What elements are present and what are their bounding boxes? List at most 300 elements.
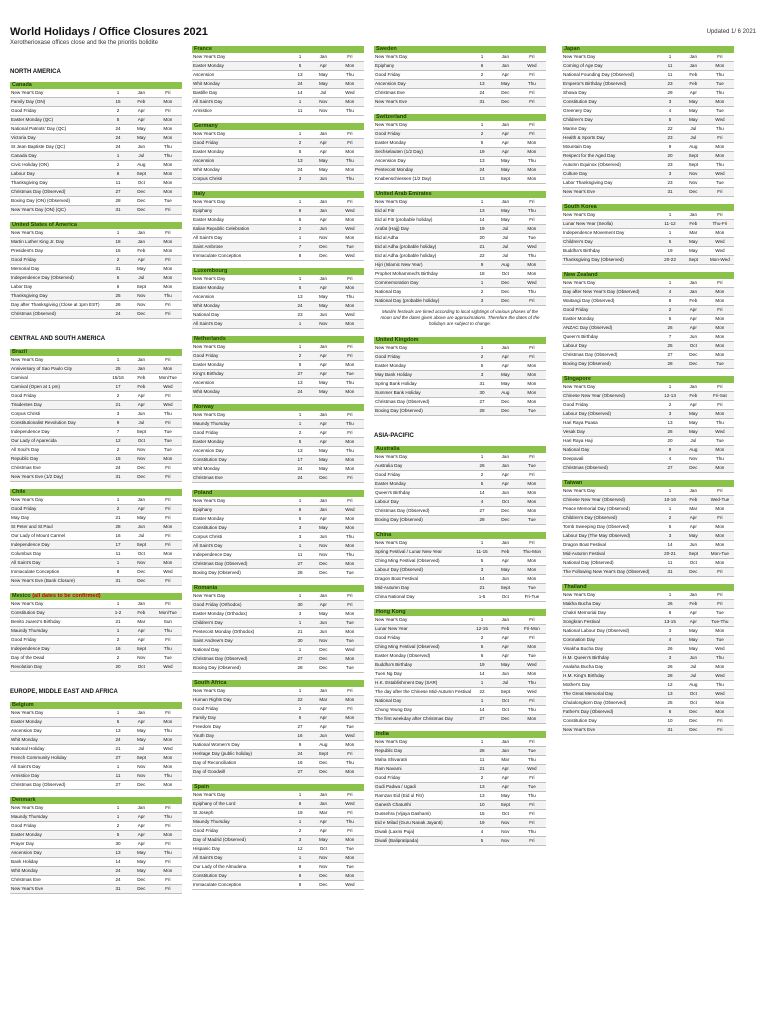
holiday-name: Maundy Thursday: [192, 420, 289, 429]
holiday-row: [192, 800, 364, 809]
holiday-row: [562, 80, 734, 89]
holiday-month: Oct: [493, 498, 518, 507]
holiday-name: Maundy Thursday: [192, 818, 289, 827]
holiday-row: [562, 717, 734, 726]
holiday-month: Oct: [493, 810, 518, 819]
holiday-table: [10, 709, 182, 790]
holiday-row: [10, 238, 182, 247]
holiday-month: Jun: [311, 311, 336, 320]
country-block: [374, 532, 546, 602]
holiday-name: Armistice Day: [10, 772, 107, 781]
holiday-weekday: Wed: [706, 690, 734, 699]
holiday-weekday: Fri: [706, 717, 734, 726]
holiday-name: New Year's Day: [10, 804, 107, 813]
holiday-row: [192, 791, 364, 800]
holiday-month: Oct: [493, 270, 518, 279]
holiday-weekday: Wed: [706, 672, 734, 681]
holiday-row: [10, 849, 182, 858]
holiday-row: [192, 388, 364, 397]
holiday-day: 20: [471, 234, 493, 243]
holiday-day: 19: [471, 819, 493, 828]
country-name: India: [376, 731, 389, 737]
holiday-table: [374, 539, 546, 602]
holiday-month: May: [681, 627, 706, 636]
holiday-row: [192, 225, 364, 234]
holiday-row: [192, 98, 364, 107]
holiday-month: May: [681, 410, 706, 419]
holiday-name: Chakri Memorial Day: [562, 609, 659, 618]
holiday-name: Day of the Dead: [10, 654, 107, 663]
holiday-day: 24: [107, 143, 129, 152]
holiday-name: Whit Monday: [10, 867, 107, 876]
holiday-month: Nov: [311, 551, 336, 560]
holiday-day: 1: [107, 152, 129, 161]
holiday-day: 30: [289, 601, 311, 610]
holiday-row: [562, 333, 734, 342]
holiday-row: [192, 71, 364, 80]
holiday-name: Dragon Boat Festival: [562, 541, 659, 550]
holiday-day: 26: [659, 324, 681, 333]
holiday-row: [10, 505, 182, 514]
holiday-month: Nov: [129, 292, 154, 301]
holiday-month: Jan: [129, 496, 154, 505]
holiday-name: Independence Movement Day: [562, 229, 659, 238]
holiday-month: Jan: [493, 738, 518, 747]
holiday-month: Dec: [311, 759, 336, 768]
holiday-row: [374, 548, 546, 557]
region-heading: ASIA-PACIFIC: [374, 433, 414, 439]
holiday-weekday: Wed: [154, 383, 182, 392]
holiday-month: May: [311, 456, 336, 465]
holiday-row: [374, 62, 546, 71]
country-header: [374, 46, 546, 53]
holiday-weekday: Tue: [518, 234, 546, 243]
holiday-row: [374, 175, 546, 184]
country-name: Canada: [12, 82, 32, 88]
holiday-day: 5: [289, 438, 311, 447]
holiday-month: Jan: [311, 800, 336, 809]
holiday-weekday: Mon: [706, 333, 734, 342]
holiday-weekday: Wed: [154, 745, 182, 754]
holiday-weekday: Fri: [154, 107, 182, 116]
holiday-row: [562, 143, 734, 152]
holiday-day: 26: [107, 301, 129, 310]
holiday-row: [192, 610, 364, 619]
holiday-day: 9: [289, 863, 311, 872]
holiday-weekday: Mon: [706, 523, 734, 532]
holiday-row: [192, 533, 364, 542]
holiday-name: Knabenschiessen (1/2 Day): [374, 175, 471, 184]
holiday-name: New Year's Day: [374, 344, 471, 353]
holiday-month: Oct: [681, 559, 706, 568]
holiday-day: 20-22: [659, 256, 681, 265]
country-block: [562, 272, 734, 369]
holiday-name: Hari Raya Haji: [562, 437, 659, 446]
holiday-row: [562, 288, 734, 297]
holiday-name: Chinese New Year (Observed): [562, 496, 659, 505]
holiday-day: 1: [289, 53, 311, 62]
holiday-weekday: Mon: [336, 714, 364, 723]
holiday-weekday: Wed: [518, 765, 546, 774]
holiday-day: 5: [471, 362, 493, 371]
holiday-day: 1: [107, 229, 129, 238]
country-block: [192, 490, 364, 578]
holiday-name: Thanksgiving Day (Observed): [562, 256, 659, 265]
holiday-month: Dec: [311, 569, 336, 578]
holiday-row: [192, 175, 364, 184]
holiday-row: [192, 379, 364, 388]
holiday-weekday: Mon: [154, 365, 182, 374]
holiday-row: [562, 496, 734, 505]
holiday-weekday: Mon: [154, 718, 182, 727]
holiday-day: 27: [289, 723, 311, 732]
holiday-name: Republic Day: [10, 455, 107, 464]
holiday-row: [374, 243, 546, 252]
holiday-name: National Holiday: [10, 745, 107, 754]
holiday-weekday: Mon: [706, 532, 734, 541]
country-header: [374, 532, 546, 539]
holiday-month: Sept: [681, 550, 706, 559]
holiday-row: [10, 256, 182, 265]
holiday-name: Prayer Day: [10, 840, 107, 849]
holiday-row: [192, 252, 364, 261]
holiday-row: [192, 551, 364, 560]
holiday-month: Apr: [129, 822, 154, 831]
holiday-name: Our Lady of the Almudena: [192, 863, 289, 872]
holiday-name: Easter Monday: [10, 718, 107, 727]
holiday-month: Apr: [311, 438, 336, 447]
holiday-day: 3: [289, 610, 311, 619]
holiday-month: Dec: [311, 252, 336, 261]
holiday-month: Jul: [681, 437, 706, 446]
holiday-month: Jan: [493, 539, 518, 548]
country-name: France: [194, 46, 213, 52]
holiday-day: 21: [107, 401, 129, 410]
holiday-month: Nov: [129, 301, 154, 310]
holiday-name: Eid al Adha: [374, 234, 471, 243]
holiday-row: [192, 234, 364, 243]
holiday-month: Feb: [681, 496, 706, 505]
holiday-weekday: Wed: [336, 506, 364, 515]
country-header: [10, 797, 182, 804]
holiday-month: Dec: [311, 243, 336, 252]
holiday-weekday: Mon: [706, 351, 734, 360]
holiday-day: 9: [659, 446, 681, 455]
holiday-weekday: Wed: [154, 401, 182, 410]
holiday-name: Ascension Day: [192, 447, 289, 456]
holiday-name: Pentecost Monday: [374, 166, 471, 175]
holiday-weekday: Mon: [518, 270, 546, 279]
holiday-month: Jun: [311, 732, 336, 741]
holiday-name: Maundy Thursday: [10, 813, 107, 822]
holiday-month: May: [129, 867, 154, 876]
country-header: [192, 123, 364, 130]
holiday-row: [10, 745, 182, 754]
holiday-row: [10, 885, 182, 894]
holiday-row: [192, 447, 364, 456]
holiday-row: [10, 636, 182, 645]
holiday-row: [562, 455, 734, 464]
holiday-name: All Soul's Day: [10, 446, 107, 455]
holiday-row: [10, 446, 182, 455]
holiday-day: 2: [107, 256, 129, 265]
holiday-name: H.K. Establishment Day (SAR): [374, 679, 471, 688]
holiday-weekday: Thu: [518, 252, 546, 261]
holiday-name: Tomb Sweeping Day (Observed): [562, 523, 659, 532]
holiday-month: Apr: [311, 216, 336, 225]
holiday-row: [10, 143, 182, 152]
holiday-month: May: [493, 207, 518, 216]
country-header: [192, 585, 364, 592]
holiday-weekday: Mon: [154, 781, 182, 790]
holiday-row: [562, 627, 734, 636]
holiday-weekday: Wed: [336, 207, 364, 216]
country-header: [10, 222, 182, 229]
holiday-row: [192, 854, 364, 863]
holiday-month: Dec: [681, 360, 706, 369]
holiday-weekday: Wed: [154, 663, 182, 672]
holiday-name: May Bank Holiday: [374, 371, 471, 380]
holiday-row: [192, 524, 364, 533]
holiday-weekday: Tue: [336, 370, 364, 379]
holiday-row: [192, 836, 364, 845]
holiday-month: Dec: [311, 881, 336, 890]
holiday-row: [374, 252, 546, 261]
holiday-weekday: Tue: [518, 516, 546, 525]
holiday-weekday: Mon: [706, 152, 734, 161]
holiday-row: [192, 637, 364, 646]
holiday-weekday: Fri: [336, 750, 364, 759]
holiday-weekday: Thu: [154, 410, 182, 419]
holiday-name: Labor Day: [10, 283, 107, 292]
holiday-name: New Year's Day: [10, 229, 107, 238]
holiday-name: Bank Holiday: [10, 858, 107, 867]
holiday-month: Mar: [311, 696, 336, 705]
holiday-name: Good Friday: [10, 822, 107, 831]
holiday-row: [192, 343, 364, 352]
holiday-month: Apr: [493, 71, 518, 80]
holiday-month: May: [311, 302, 336, 311]
holiday-month: Jan: [311, 506, 336, 515]
holiday-weekday: Mon: [706, 627, 734, 636]
holiday-weekday: Mon: [336, 62, 364, 71]
holiday-row: [10, 541, 182, 550]
holiday-weekday: Fri: [518, 539, 546, 548]
holiday-day: 2: [107, 161, 129, 170]
holiday-table: [192, 687, 364, 777]
holiday-table: [10, 496, 182, 586]
holiday-row: [192, 569, 364, 578]
holiday-name: Whit Monday: [192, 302, 289, 311]
holiday-weekday: Fri: [706, 211, 734, 220]
holiday-month: Jul: [681, 125, 706, 134]
holiday-month: May: [311, 610, 336, 619]
holiday-month: Aug: [129, 161, 154, 170]
holiday-day: 2: [107, 392, 129, 401]
holiday-weekday: Mon: [706, 342, 734, 351]
country-header: [192, 680, 364, 687]
holiday-day: 19: [659, 247, 681, 256]
holiday-name: Dragon Boat Festival: [374, 575, 471, 584]
holiday-row: [374, 837, 546, 846]
holiday-name: Whit Monday: [192, 388, 289, 397]
holiday-day: 19: [471, 225, 493, 234]
holiday-row: [10, 876, 182, 885]
holiday-month: Jan: [129, 365, 154, 374]
holiday-month: Oct: [681, 342, 706, 351]
holiday-row: [374, 593, 546, 602]
holiday-month: Apr: [311, 62, 336, 71]
holiday-name: The day after the Chinese Mid-Autumn Festival: [374, 688, 471, 697]
country-block: [192, 585, 364, 673]
holiday-weekday: Thu: [154, 813, 182, 822]
holiday-name: Christmas Day (Observed): [562, 351, 659, 360]
holiday-month: Apr: [129, 718, 154, 727]
holiday-month: May: [493, 80, 518, 89]
holiday-name: Constitution Day: [10, 609, 107, 618]
holiday-row: [192, 429, 364, 438]
holiday-weekday: Mon: [518, 557, 546, 566]
holiday-weekday: Thu: [518, 207, 546, 216]
holiday-day: 21: [107, 745, 129, 754]
holiday-weekday: Fri-Mon: [518, 625, 546, 634]
holiday-row: [10, 523, 182, 532]
holiday-name: Maha Shivaratri: [374, 756, 471, 765]
holiday-weekday: Sun: [154, 618, 182, 627]
holiday-day: 5: [289, 284, 311, 293]
holiday-row: [192, 456, 364, 465]
holiday-month: Apr: [493, 148, 518, 157]
holiday-name: Heritage Day (public holiday): [192, 750, 289, 759]
holiday-month: Aug: [311, 741, 336, 750]
country-block: [374, 46, 546, 107]
holiday-month: Oct: [493, 697, 518, 706]
holiday-month: May: [681, 419, 706, 428]
holiday-name: Good Friday: [192, 827, 289, 836]
holiday-day: 1: [659, 229, 681, 238]
holiday-weekday: Mon: [336, 284, 364, 293]
holiday-name: Constitutionalist Revolution Day: [10, 419, 107, 428]
holiday-month: Feb: [129, 374, 154, 383]
holiday-name: Spring Bank Holiday: [374, 380, 471, 389]
holiday-month: Apr: [129, 107, 154, 116]
holiday-day: 4: [659, 636, 681, 645]
holiday-name: Christmas Eve: [192, 474, 289, 483]
holiday-month: Jun: [493, 670, 518, 679]
holiday-name: Martin Luther King Jr. Day: [10, 238, 107, 247]
holiday-row: [10, 392, 182, 401]
holiday-month: Feb: [493, 625, 518, 634]
holiday-weekday: Tue: [154, 446, 182, 455]
holiday-name: Family Day (ON): [10, 98, 107, 107]
holiday-month: Dec: [129, 188, 154, 197]
holiday-row: [562, 600, 734, 609]
holiday-weekday: Mon: [336, 456, 364, 465]
holiday-day: 30: [289, 637, 311, 646]
holiday-day: 24: [107, 125, 129, 134]
holiday-weekday: Mon: [518, 175, 546, 184]
holiday-row: [562, 383, 734, 392]
holiday-row: [374, 801, 546, 810]
holiday-name: New Year's Day: [374, 53, 471, 62]
holiday-name: Mountain Day: [562, 143, 659, 152]
holiday-month: Aug: [681, 446, 706, 455]
holiday-row: [374, 783, 546, 792]
holiday-name: Independence Day (Observed): [10, 274, 107, 283]
holiday-month: Nov: [311, 320, 336, 329]
holiday-weekday: Fri: [518, 471, 546, 480]
holiday-name: New Year's Day: [10, 709, 107, 718]
holiday-day: 23: [659, 179, 681, 188]
holiday-weekday: Thu: [706, 71, 734, 80]
holiday-weekday: Mon: [518, 166, 546, 175]
country-header: [374, 446, 546, 453]
holiday-row: [562, 220, 734, 229]
holiday-table: [374, 616, 546, 724]
country-block: [10, 797, 182, 894]
holiday-day: 1: [289, 275, 311, 284]
holiday-day: 11: [289, 551, 311, 560]
holiday-weekday: Wed: [518, 661, 546, 670]
country-block: [374, 337, 546, 416]
holiday-day: 24: [289, 388, 311, 397]
holiday-month: Nov: [129, 559, 154, 568]
holiday-month: Apr: [129, 116, 154, 125]
holiday-row: [374, 747, 546, 756]
holiday-month: Jun: [493, 489, 518, 498]
holiday-weekday: Mon: [154, 247, 182, 256]
holiday-day: 5: [107, 116, 129, 125]
holiday-day: 15: [107, 247, 129, 256]
holiday-weekday: Mon: [336, 542, 364, 551]
holiday-day: 1: [471, 453, 493, 462]
holiday-row: [374, 679, 546, 688]
holiday-day: 11: [289, 107, 311, 116]
holiday-month: May: [681, 116, 706, 125]
holiday-row: [192, 370, 364, 379]
holiday-row: [192, 53, 364, 62]
holiday-day: 13: [471, 80, 493, 89]
holiday-day: 31: [659, 568, 681, 577]
holiday-day: 1: [659, 591, 681, 600]
holiday-name: New Year's Day: [192, 687, 289, 696]
holiday-day: 11: [659, 71, 681, 80]
holiday-weekday: Mon: [336, 234, 364, 243]
holiday-day: 1: [471, 198, 493, 207]
holiday-month: May: [493, 216, 518, 225]
holiday-row: [10, 229, 182, 238]
country-name: Norway: [194, 404, 214, 410]
holiday-day: 2: [289, 827, 311, 836]
holiday-name: New Year's Day: [192, 343, 289, 352]
holiday-row: [192, 198, 364, 207]
holiday-day: 7: [107, 428, 129, 437]
holiday-day: 15: [107, 455, 129, 464]
holiday-day: 3: [659, 627, 681, 636]
holiday-month: Apr: [681, 514, 706, 523]
holiday-weekday: Fri: [336, 352, 364, 361]
holiday-name: New Year's Day: [192, 592, 289, 601]
holiday-weekday: Mon: [518, 498, 546, 507]
holiday-weekday: Fri: [154, 709, 182, 718]
holiday-month: Jan: [129, 238, 154, 247]
holiday-month: Dec: [311, 646, 336, 655]
holiday-month: Nov: [493, 819, 518, 828]
holiday-row: [10, 496, 182, 505]
holiday-day: 23: [659, 80, 681, 89]
holiday-month: Jun: [493, 575, 518, 584]
holiday-weekday: Mon: [518, 380, 546, 389]
